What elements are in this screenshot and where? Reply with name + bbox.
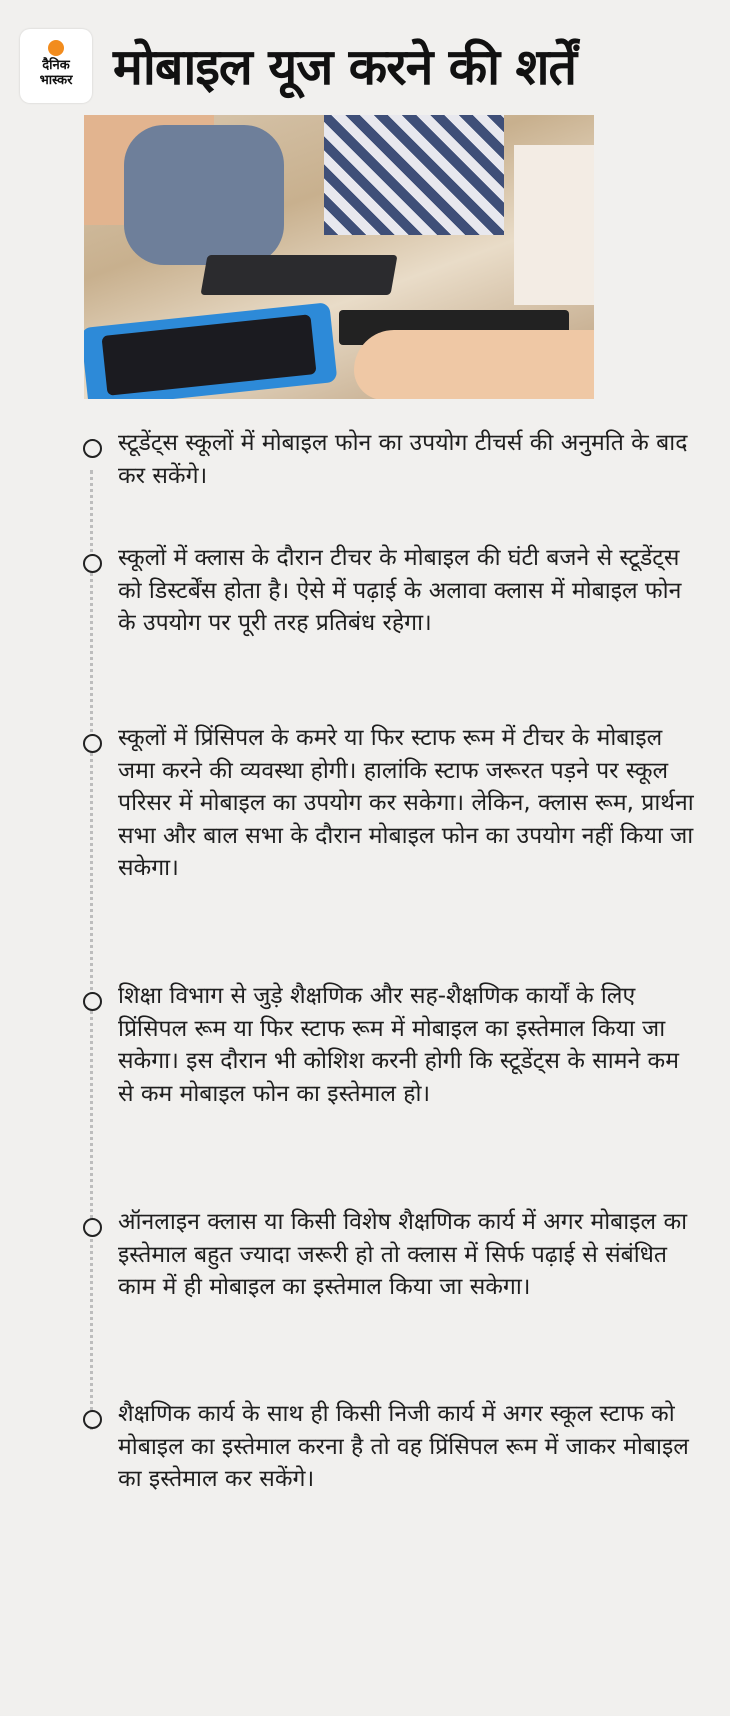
rule-text: स्कूलों में प्रिंसिपल के कमरे या फिर स्टाफ रूम में टीचर के मोबाइल जमा करने की व्यवस्था होगी। हालांकि स्टाफ जरूरत पड़ने पर स्कूल परिसर में मोबाइल का उपयोग कर सकेगा। लेकिन, क्लास रूम, प्रार्थना सभा और बाल सभा के दौरान मोबाइल फोन का उपयोग नहीं किया जा सकेगा। bbox=[118, 725, 694, 881]
rule-text: स्टूडेंट्स स्कूलों में मोबाइल फोन का उपयोग टीचर्स की अनुमति के बाद कर सकेंगे। bbox=[118, 430, 688, 489]
students-with-tablets-photo bbox=[84, 115, 594, 399]
bullet-circle-icon bbox=[83, 554, 102, 573]
page-title: मोबाइल यूज करने की शर्तें bbox=[113, 38, 576, 96]
rule-text: शिक्षा विभाग से जुड़े शैक्षणिक और सह-शैक्षणिक कार्यों के लिए प्रिंसिपल रूम या फिर स्टाफ रूम में मोबाइल का इस्तेमाल किया जा सकेगा। इस दौरान भी कोशिश करनी होगी कि स्टूडेंट्स के सामने कम से कम मोबाइल फोन का इस्तेमाल हो। bbox=[118, 983, 679, 1107]
bullet-circle-icon bbox=[83, 1410, 102, 1429]
logo-line2: भास्कर bbox=[39, 73, 73, 88]
rule-item-1 bbox=[88, 427, 698, 492]
rule-item-4 bbox=[88, 980, 698, 1110]
rule-text: ऑनलाइन क्लास या किसी विशेष शैक्षणिक कार्य में अगर मोबाइल का इस्तेमाल बहुत ज्यादा जरूरी हो तो क्लास में सिर्फ पढ़ाई से संबंधित काम में ही मोबाइल का इस्तेमाल किया जा सकेगा। bbox=[118, 1209, 688, 1300]
bullet-circle-icon bbox=[83, 439, 102, 458]
rule-item-2 bbox=[88, 542, 698, 640]
dainik-bhaskar-logo bbox=[20, 29, 92, 103]
bullet-circle-icon bbox=[83, 1218, 102, 1237]
rule-item-3 bbox=[88, 722, 698, 885]
sun-icon bbox=[48, 40, 64, 56]
rule-item-5 bbox=[88, 1206, 698, 1304]
rule-text: शैक्षणिक कार्य के साथ ही किसी निजी कार्य में अगर स्कूल स्टाफ को मोबाइल का इस्तेमाल करना है तो वह प्रिंसिपल रूम में जाकर मोबाइल का इस्तेमाल कर सकेंगे। bbox=[118, 1401, 689, 1492]
rule-text: स्कूलों में क्लास के दौरान टीचर के मोबाइल की घंटी बजने से स्टूडेंट्स को डिस्टर्बेंस होता है। ऐसे में पढ़ाई के अलावा क्लास में मोबाइल फोन के उपयोग पर पूरी तरह प्रतिबंध रहेगा। bbox=[118, 545, 682, 636]
bullet-circle-icon bbox=[83, 992, 102, 1011]
rule-item-6 bbox=[88, 1398, 698, 1496]
bullet-circle-icon bbox=[83, 734, 102, 753]
logo-line1: दैनिक bbox=[42, 58, 70, 73]
